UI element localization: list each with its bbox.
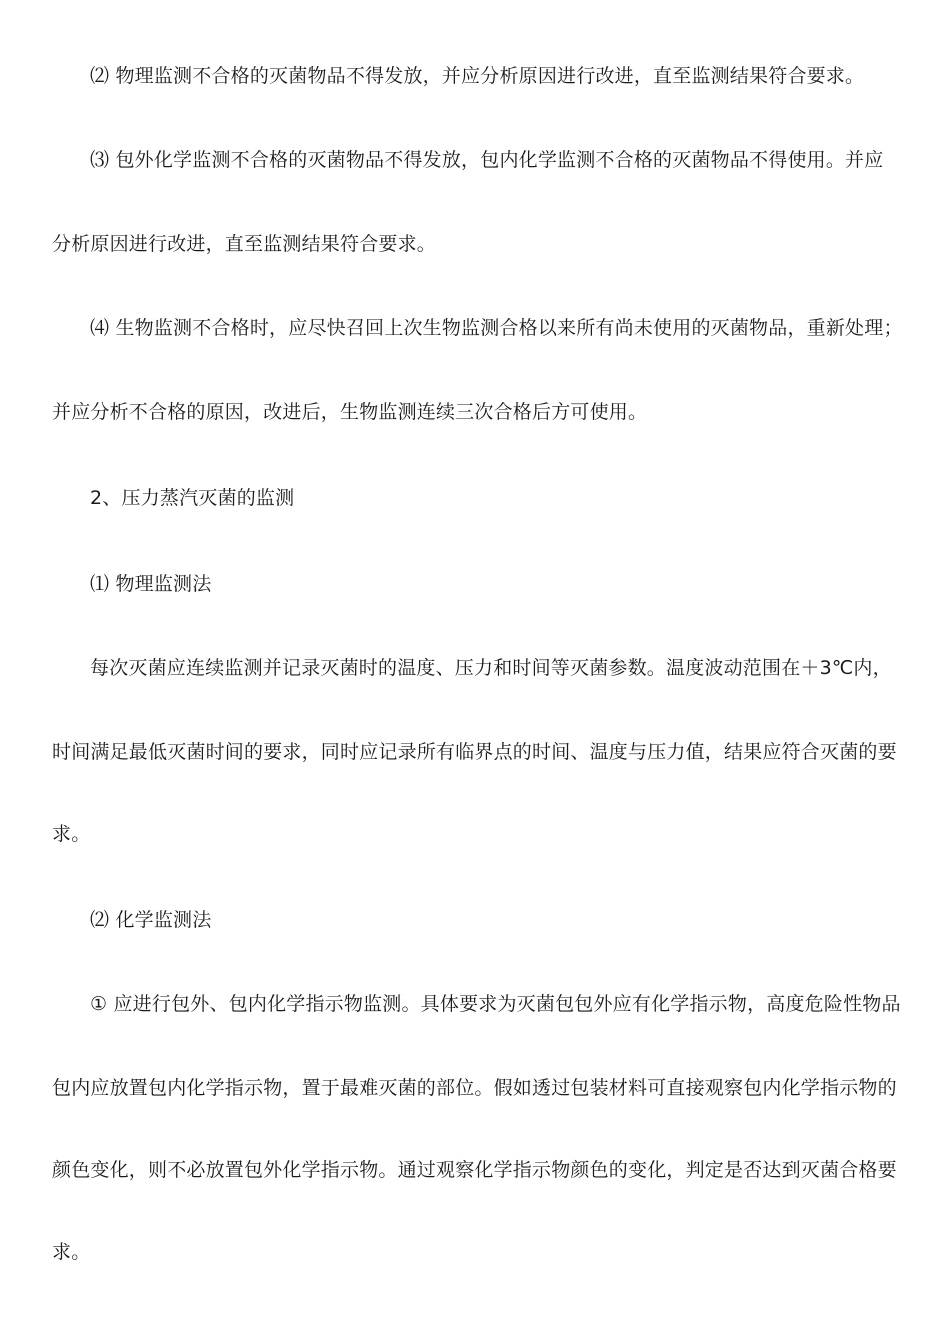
text-line: ⑵ 物理监测不合格的灭菌物品不得发放，并应分析原因进行改进，直至监测结果符合要求。: [90, 65, 865, 87]
text-line: 每次灭菌应连续监测并记录灭菌时的温度、压力和时间等灭菌参数。温度波动范围在＋3℃内，: [90, 657, 892, 679]
subsection-heading: ⑵ 化学监测法: [90, 909, 212, 931]
text-line: 时间满足最低灭菌时间的要求，同时应记录所有临界点的时间、温度与压力值，结果应符合灭菌的要: [52, 741, 897, 763]
text-line: ⑶ 包外化学监测不合格的灭菌物品不得发放，包内化学监测不合格的灭菌物品不得使用。并应: [90, 149, 884, 171]
text-line: ⑷ 生物监测不合格时，应尽快召回上次生物监测合格以来所有尚未使用的灭菌物品，重新处理；: [90, 317, 903, 339]
text-line: ① 应进行包外、包内化学指示物监测。具体要求为灭菌包包外应有化学指示物，高度危险性物品: [90, 993, 901, 1015]
text-line: 颜色变化，则不必放置包外化学指示物。通过观察化学指示物颜色的变化，判定是否达到灭菌合格要: [52, 1159, 897, 1181]
text-line: 并应分析不合格的原因，改进后，生物监测连续三次合格后方可使用。: [52, 401, 648, 423]
section-heading: 2、压力蒸汽灭菌的监测: [90, 487, 295, 509]
text-line: 求。: [52, 823, 91, 845]
subsection-heading: ⑴ 物理监测法: [90, 573, 212, 595]
text-line: 包内应放置包内化学指示物，置于最难灭菌的部位。假如透过包装材料可直接观察包内化学指示物的: [52, 1077, 897, 1099]
text-line: 求。: [52, 1241, 91, 1263]
text-line: 分析原因进行改进，直至监测结果符合要求。: [52, 233, 437, 255]
